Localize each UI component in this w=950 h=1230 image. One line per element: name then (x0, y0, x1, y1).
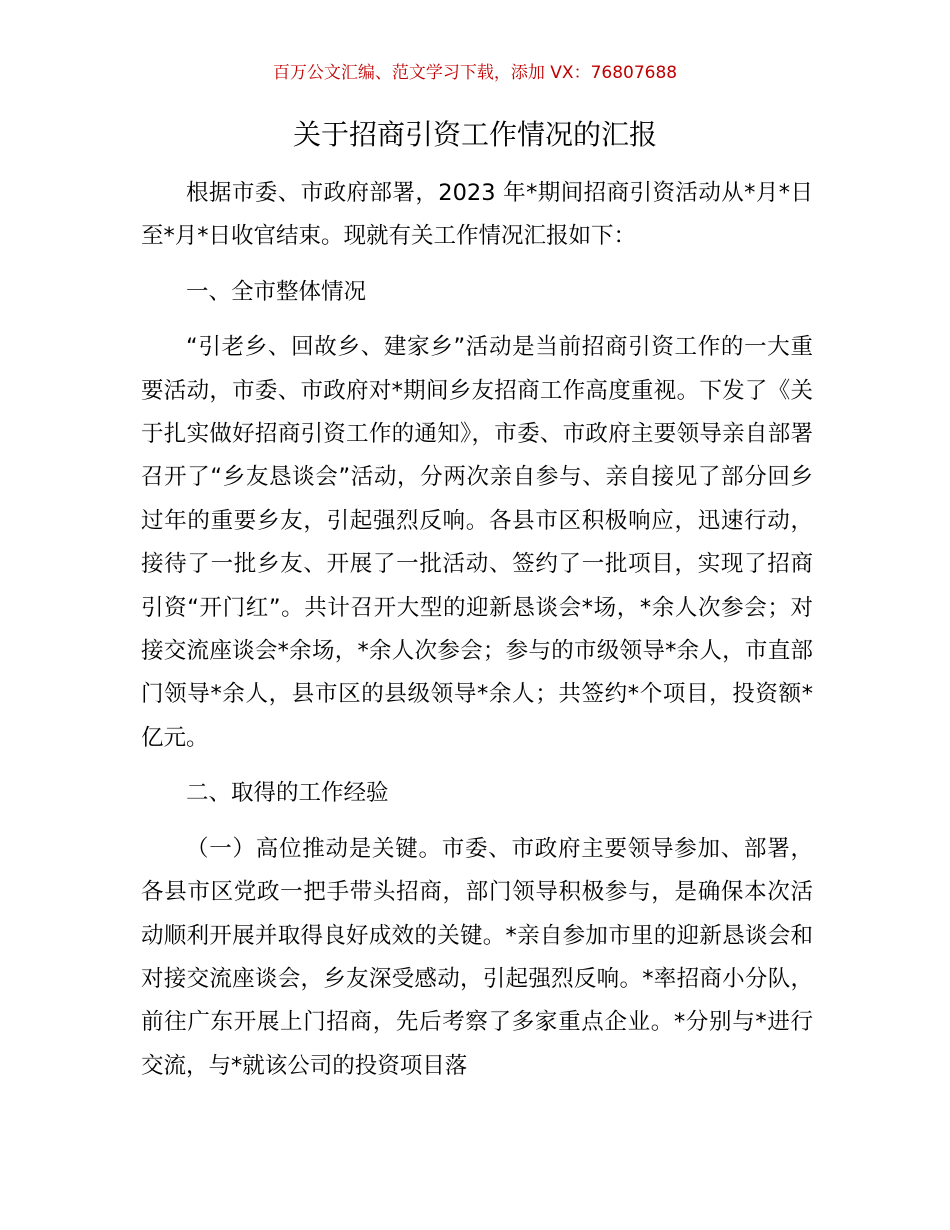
section2-paragraph: （一）高位推动是关键。市委、市政府主要领导参加、部署，各县市区党政一把手带头招商，部门领导积极参与，是确保本次活动顺利开展并取得良好成效的关键。*亲自参加市里的迎新恳谈会和对接交流座谈会，乡友深受感动，引起强烈反响。*率招商小分队，前往广东开展上门招商，先后考察了多家重点企业。*分别与*进行交流，与*就该公司的投资项目落 (141, 835, 813, 1079)
spacer (141, 259, 813, 271)
spacer (141, 314, 813, 326)
page-title: 关于招商引资工作情况的汇报 (292, 118, 657, 151)
intro-paragraph: 根据市委、市政府部署，2023 年*期间招商引资活动从*月*日至*月*日收官结束。现就有关工作情况汇报如下： (141, 180, 813, 250)
spacer (141, 816, 813, 828)
document-body (141, 172, 813, 1088)
spacer (141, 760, 813, 772)
section1-heading: 一、全市整体情况 (186, 278, 367, 305)
header-note: 百万公文汇编、范文学习下载，添加 VX：76807688 (272, 63, 678, 83)
section2-heading: 二、取得的工作经验 (186, 780, 389, 807)
section1-paragraph: “引老乡、回故乡、建家乡”活动是当前招商引资工作的一大重要活动，市委、市政府对*期间乡友招商工作高度重视。下发了《关于扎实做好招商引资工作的通知》，市委、市政府主要领导亲自部署召开了“乡友恳谈会”活动，分两次亲自参与、亲自接见了部分回乡过年的重要乡友，引起强烈反响。各县市区积极响应，迅速行动，接待了一批乡友、开展了一批活动、签约了一批项目，实现了招商引资“开门红”。共计召开大型的迎新恳谈会*场，*余人次参会；对接交流座谈会*余场，*余人次参会；参与的市级领导*余人，市直部门领导*余人，县市区的县级领导*余人；共签约*个项目，投资额*亿元。 (141, 334, 813, 751)
